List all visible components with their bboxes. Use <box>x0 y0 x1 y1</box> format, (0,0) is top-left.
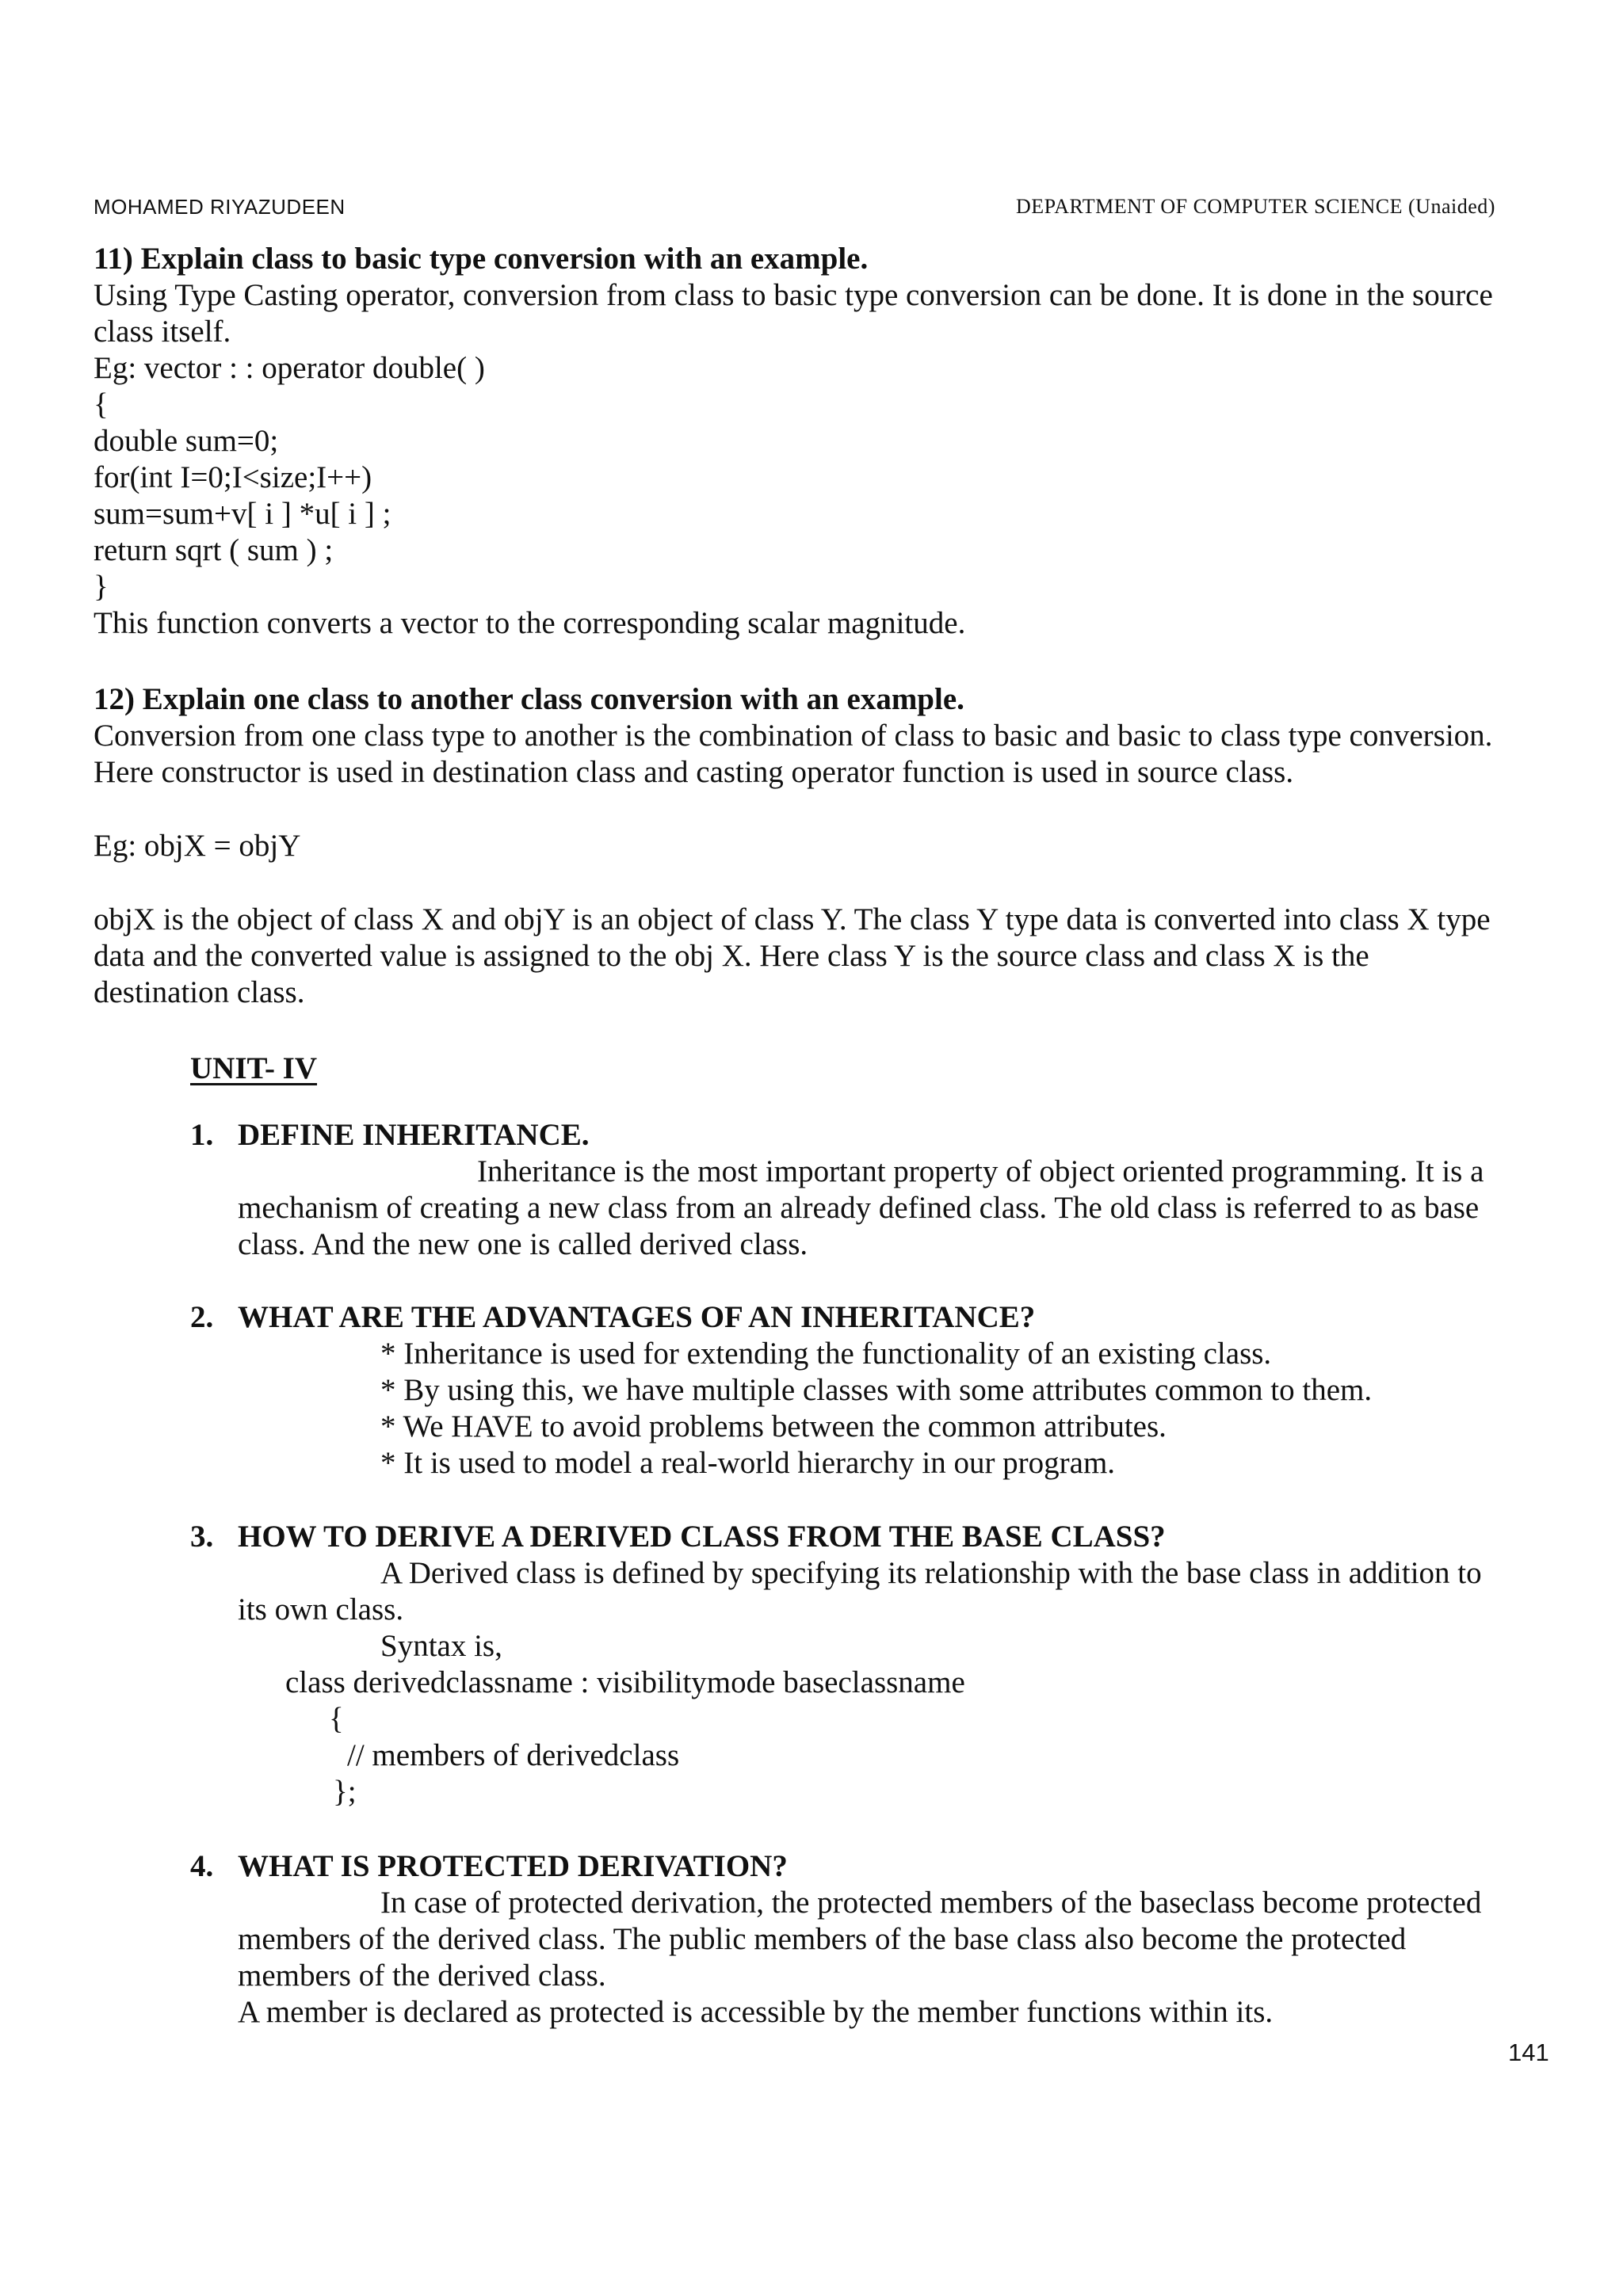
page-number: 141 <box>1508 2039 1549 2066</box>
q11-code-line: return sqrt ( sum ) ; <box>94 533 334 567</box>
syntax-line: }; <box>333 1775 357 1809</box>
item-text-line: members of the derived class. The public members of the base class also become the protected <box>238 1922 1407 1956</box>
syntax-line: { <box>329 1702 344 1736</box>
q12-explanation-line: objX is the object of class X and objY is an object of class Y. The class Y type data is converted into class X type <box>94 902 1491 936</box>
q12-explanation-line: data and the converted value is assigned to the obj X. Here class Y is the source class and class X is the <box>94 939 1369 973</box>
syntax-line: class derivedclassname : visibilitymode baseclassname <box>285 1665 965 1699</box>
q11-heading: 11) Explain class to basic type conversion with an example. <box>94 242 869 276</box>
item-text-line: members of the derived class. <box>238 1958 606 1993</box>
q12-body-line: Conversion from one class type to another is the combination of class to basic and basic to class type conversion. <box>94 719 1493 753</box>
header-author: MOHAMED RIYAZUDEEN <box>94 195 346 219</box>
item-number: 4. <box>190 1849 214 1883</box>
q11-code-line: Eg: vector : : operator double( ) <box>94 351 485 385</box>
item-text-line: its own class. <box>238 1592 404 1627</box>
q12-explanation-line: destination class. <box>94 975 305 1009</box>
q11-body-line: Using Type Casting operator, conversion from class to basic type conversion can be done. It is done in the source <box>94 278 1493 312</box>
item-text-line: A Derived class is defined by specifying its relationship with the base class in addition to <box>380 1556 1482 1590</box>
q11-code-line: for(int I=0;I<size;I++) <box>94 460 372 494</box>
item-number: 3. <box>190 1520 214 1554</box>
item-number: 2. <box>190 1300 214 1334</box>
q12-heading: 12) Explain one class to another class conversion with an example. <box>94 682 964 716</box>
item-number: 1. <box>190 1118 214 1152</box>
item-text-line: * We HAVE to avoid problems between the common attributes. <box>380 1409 1167 1444</box>
item-text-line: Syntax is, <box>380 1629 502 1663</box>
item-text-line: class. And the new one is called derived class. <box>238 1227 808 1261</box>
q11-code-line: double sum=0; <box>94 424 279 458</box>
item-text-line: Inheritance is the most important property of object oriented programming. It is a <box>477 1154 1484 1188</box>
item-text-line: * Inheritance is used for extending the functionality of an existing class. <box>380 1337 1272 1371</box>
q12-body-line: Here constructor is used in destination class and casting operator function is used in source class. <box>94 755 1294 789</box>
item-heading: DEFINE INHERITANCE. <box>238 1118 590 1152</box>
q11-code-line: { <box>94 387 109 421</box>
item-text-line: * By using this, we have multiple classes with some attributes common to them. <box>380 1373 1373 1407</box>
q11-code-line: } <box>94 570 109 604</box>
item-heading: WHAT IS PROTECTED DERIVATION? <box>238 1849 788 1883</box>
item-text-line: * It is used to model a real-world hierarchy in our program. <box>380 1446 1116 1480</box>
header-department: DEPARTMENT OF COMPUTER SCIENCE (Unaided) <box>1016 195 1495 218</box>
item-text-line: A member is declared as protected is accessible by the member functions within its. <box>238 1995 1274 2029</box>
item-heading: WHAT ARE THE ADVANTAGES OF AN INHERITANCE? <box>238 1300 1036 1334</box>
item-text-line: mechanism of creating a new class from an already defined class. The old class is referred to as base <box>238 1191 1480 1225</box>
q11-body-line: class itself. <box>94 315 231 349</box>
item-text-line: In case of protected derivation, the protected members of the baseclass become protected <box>380 1886 1482 1920</box>
unit-title: UNIT- IV <box>190 1051 318 1085</box>
q11-code-line: sum=sum+v[ i ] *u[ i ] ; <box>94 497 391 531</box>
item-heading: HOW TO DERIVE A DERIVED CLASS FROM THE BASE CLASS? <box>238 1520 1166 1554</box>
q11-note: This function converts a vector to the corresponding scalar magnitude. <box>94 606 966 640</box>
q12-example: Eg: objX = objY <box>94 829 301 863</box>
syntax-line: // members of derivedclass <box>347 1738 680 1772</box>
